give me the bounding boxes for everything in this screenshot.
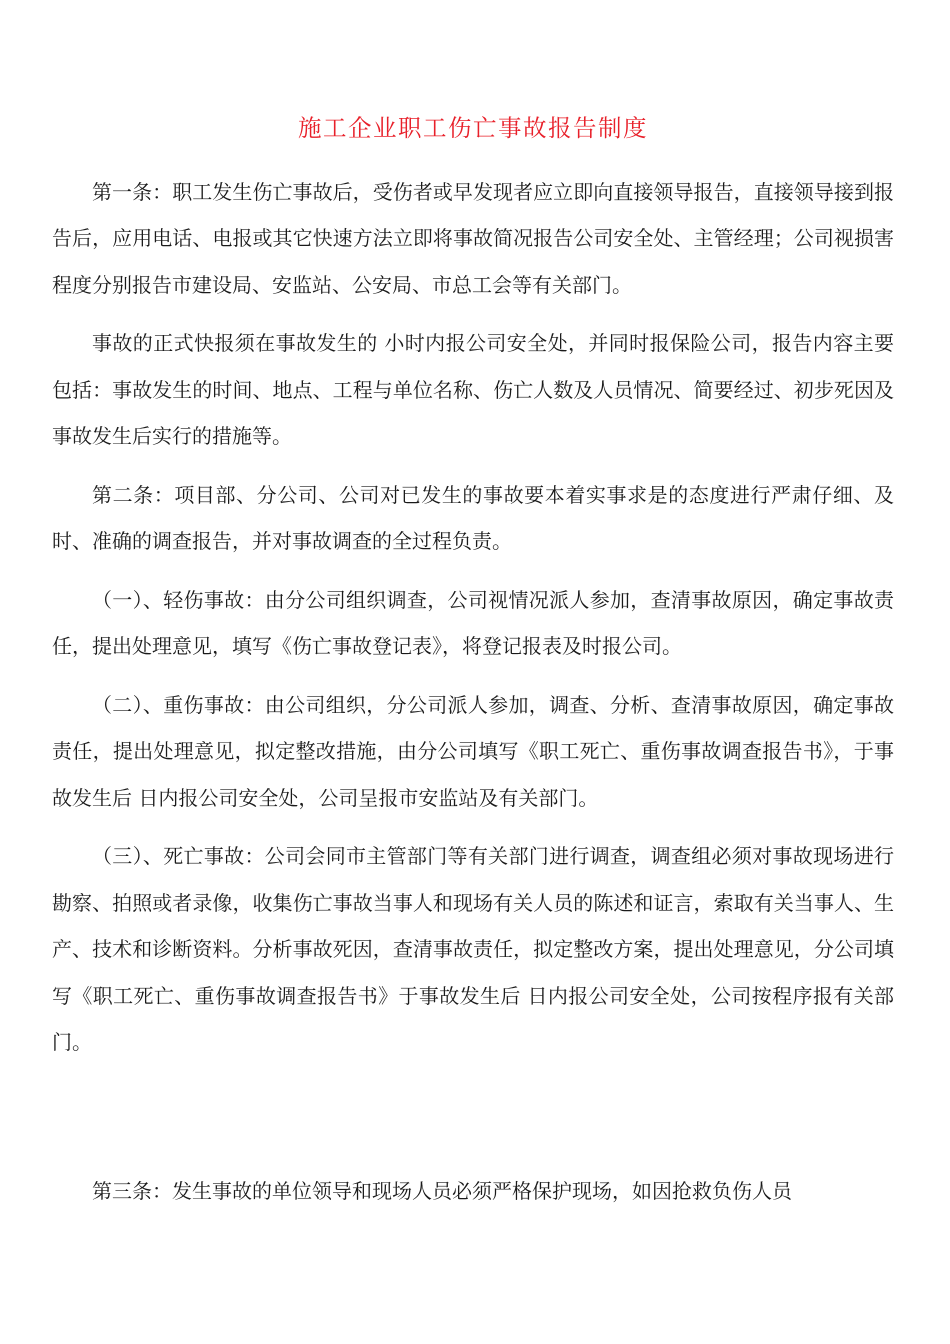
paragraph-article-2: 第二条：项目部、分公司、公司对已发生的事故要本着实事求是的态度进行严肃仔细、及时、准确的调查报告，并对事故调查的全过程负责。 [52,482,894,554]
document-page [52,112,894,1226]
paragraph-minor-injury: （一）、轻伤事故：由分公司组织调查，公司视情况派人参加，查清事故原因，确定事故责任，提出处理意见，填写《伤亡事故登记表》，将登记报表及时报公司。 [52,587,894,659]
paragraph-article-3: 第三条：发生事故的单位领导和现场人员必须严格保护现场，如因抢救负伤人员 [92,1178,792,1203]
paragraph-quick-report: 事故的正式快报须在事故发生的 小时内报公司安全处，并同时报保险公司，报告内容主要包括：事故发生的时间、地点、工程与单位名称、伤亡人数及人员情况、简要经过、初步死因及事故发生后实行的措施等。 [52,331,894,449]
paragraph-fatal-accident: （三）、死亡事故：公司会同市主管部门等有关部门进行调查，调查组必须对事故现场进行勘察、拍照或者录像，收集伤亡事故当事人和现场有关人员的陈述和证言，索取有关当事人、生产、技术和诊断资料。分析事故死因，查清事故责任，拟定整改方案，提出处理意见，分公司填写《职工死亡、重伤事故调查报告书》于事故发生后 日内报公司安全处，公司按程序报有关部门。 [52,844,894,1055]
paragraph-serious-injury: （二）、重伤事故：由公司组织，分公司派人参加，调查、分析、查清事故原因，确定事故责任，提出处理意见，拟定整改措施，由分公司填写《职工死亡、重伤事故调查报告书》，于事故发生后 日内报公司安全处，公司呈报市安监站及有关部门。 [52,692,894,810]
paragraph-article-1: 第一条：职工发生伤亡事故后，受伤者或早发现者应立即向直接领导报告，直接领导接到报告后，应用电话、电报或其它快速方法立即将事故简况报告公司安全处、主管经理；公司视损害程度分别报告市建设局、安监站、公安局、市总工会等有关部门。 [52,179,894,297]
document-title: 施工企业职工伤亡事故报告制度 [298,114,648,142]
